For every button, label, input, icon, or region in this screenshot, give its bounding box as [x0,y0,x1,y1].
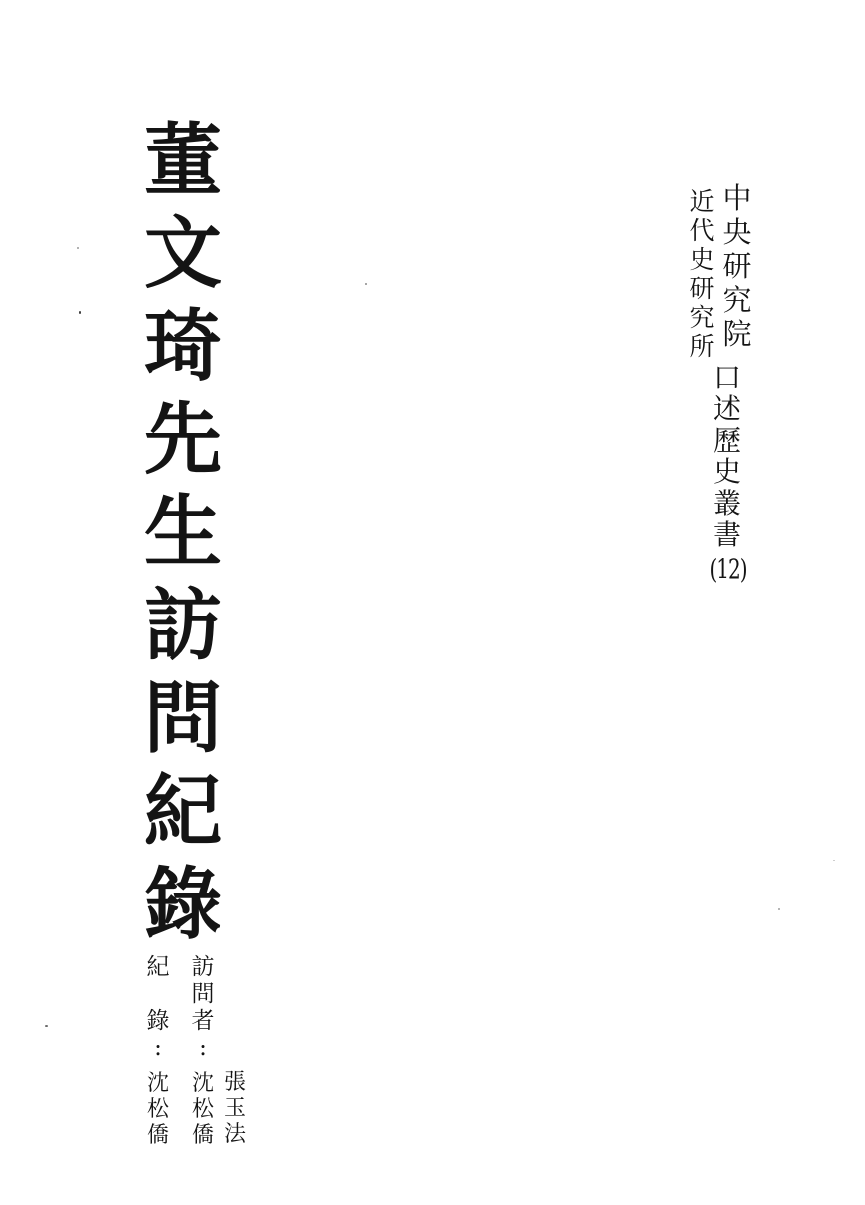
dust-speck [79,311,81,314]
institution-line2: 近 代 史 研 究 所 [689,187,715,361]
dust-speck [833,860,835,861]
interviewer-name-column [221,1070,249,1148]
dust-speck [365,283,367,285]
dust-speck [45,1025,48,1027]
institution-line1: 中 央 研 究 院 [722,180,752,351]
interviewer-name-2: 沈 松 僑 [191,1071,214,1148]
interviewer-label: 訪 問 者 : [191,954,215,1061]
dust-speck [778,908,780,910]
recorder-label: 紀 錄 : [146,954,170,1061]
interviewer-column [189,954,217,1149]
recorder-name: 沈 松 僑 [146,1071,169,1148]
book-title: 董 文 琦 先 生 訪 問 紀 錄 [143,114,222,950]
interviewer-name-1: 張 玉 法 [223,1070,246,1147]
series-name: 口 述 歷 史 叢 書 [712,360,741,552]
series-volume-number: (12) [709,552,747,586]
recorder-column [144,954,172,1149]
dust-speck [77,247,79,249]
